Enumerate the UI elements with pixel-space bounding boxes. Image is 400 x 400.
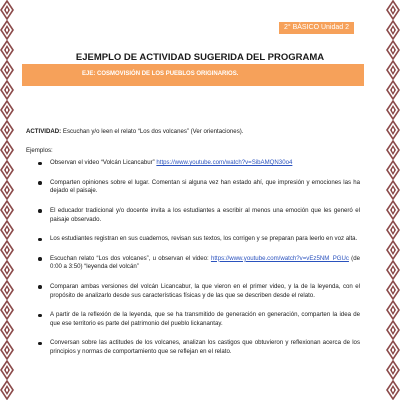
list-item: Comparan ambas versiones del volcán Licancabur, la que vieron en el primer video, y la de la leyenda, con el propósito de analizarlo desde sus características físicas y de las que se describen desde el relato. <box>26 283 360 300</box>
list-item: El educador tradicional y/o docente invita a los estudiantes a escribir al menos una emoción que les generó el paisaje observado. <box>26 207 360 224</box>
list-item: A partir de la reflexión de la leyenda, que se ha transmitido de generación en generación, comparten la idea de que ese territorio es parte del patrimonio del pueblo lickanantay. <box>26 311 360 328</box>
video-link-leyenda[interactable]: https://www.youtube.com/watch?v=vEz5NM_PGUc <box>210 254 349 262</box>
video-link-licancabur[interactable]: https://www.youtube.com/watch?v=SibAMQN30o4 <box>156 159 293 167</box>
list-item: Escuchan relato “Los dos volcanes”, u observan el video: https://www.youtube.com/watch?v=vEz5NM_PGUc (de 0:00 a 3:50) “leyenda del volcán” <box>26 255 360 272</box>
list-item: Conversan sobre las actitudes de los volcanes, analizan los castigos que obtuvieron y reflexionan acerca de los principios y normas de comportamiento que se reflejan en el relato. <box>26 339 360 356</box>
decorative-border-left <box>0 0 14 400</box>
examples-label: Ejemplos: <box>26 146 53 154</box>
list-item: Comparten opiniones sobre el lugar. Comentan si alguna vez han estado ahí, que impresión y emociones las ha dejado el paisaje. <box>26 179 360 196</box>
activity-text: Escuchan y/o leen el relato “Los dos volcanes” (Ver orientaciones). <box>62 128 244 135</box>
eje-banner <box>22 64 364 86</box>
decorative-border-right <box>386 0 400 400</box>
activity-statement <box>26 128 360 137</box>
eje-label: EJE: <box>82 71 96 77</box>
list-item: Los estudiantes registran en sus cuadernos, revisan sus textos, los corrigen y se preparan para leerlo en voz alta. <box>26 235 360 244</box>
grade-unit-badge: 2° BÁSICO Unidad 2 <box>279 22 354 34</box>
activity-label: ACTIVIDAD: <box>26 128 62 135</box>
list-item: Observan el video “Volcán Licancabur” https://www.youtube.com/watch?v=SibAMQN30o4 <box>26 159 360 168</box>
eje-value: COSMOVISIÓN DE LOS PUEBLOS ORIGINARIOS. <box>97 71 239 77</box>
activity-content <box>26 128 360 368</box>
examples-list <box>26 159 360 356</box>
woven-pattern-icon <box>386 0 400 400</box>
page-title: EJEMPLO DE ACTIVIDAD SUGERIDA DEL PROGRAMA <box>75 52 325 63</box>
eje-heading <box>82 71 238 77</box>
woven-pattern-icon <box>0 0 14 400</box>
